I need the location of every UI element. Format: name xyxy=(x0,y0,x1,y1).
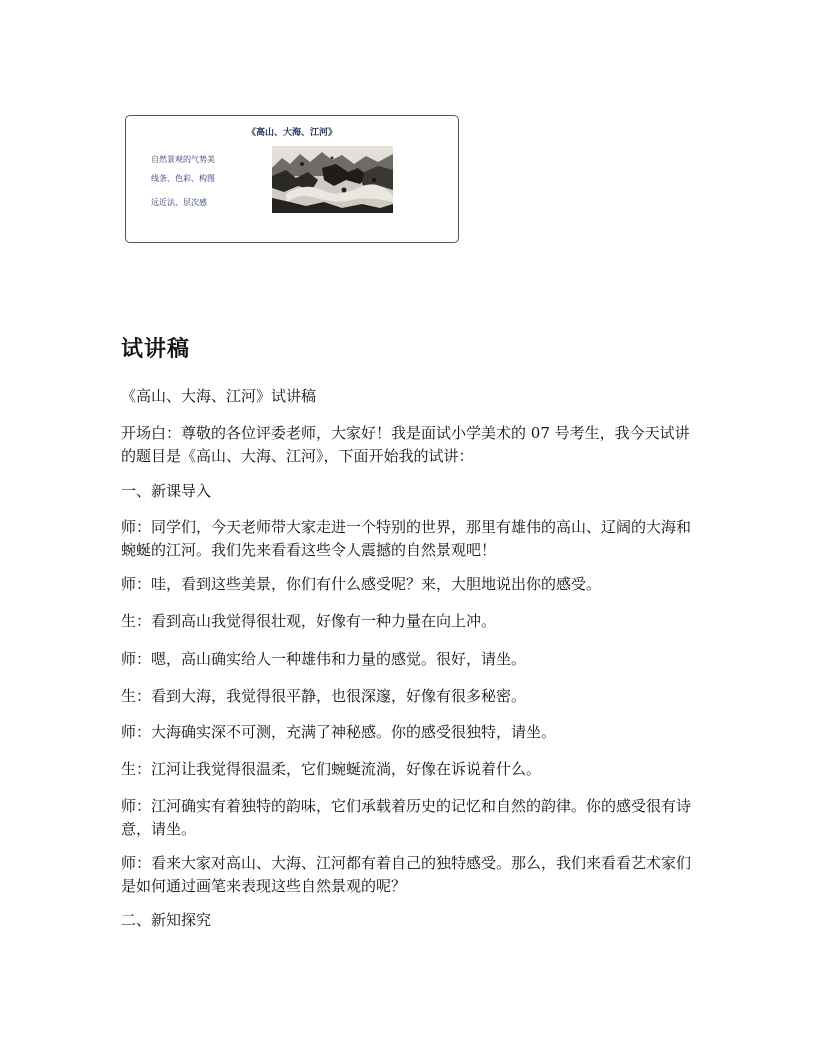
document-heading: 试讲稿 xyxy=(121,337,191,362)
paragraph-dialogue: 生：看到高山我觉得很壮观，好像有一种力量在向上冲。 xyxy=(121,612,497,630)
paragraph-dialogue: 师：嗯，高山确实给人一种雄伟和力量的感觉。很好，请坐。 xyxy=(121,650,527,668)
section-heading-explore: 二、新知探究 xyxy=(121,911,212,929)
paragraph-dialogue: 生：江河让我觉得很温柔，它们蜿蜒流淌，好像在诉说着什么。 xyxy=(121,760,542,778)
paragraph-dialogue: 师：同学们，今天老师带大家走进一个特别的世界，那里有雄伟的高山、辽阔的大海和蜿蜒的江河。我们先来看看这些令人震撼的自然景观吧！ xyxy=(121,518,692,559)
paragraph-opening: 开场白：尊敬的各位评委老师，大家好！我是面试小学美术的 07 号考生，我今天试讲的题目是《高山、大海、江河》，下面开始我的试讲： xyxy=(121,424,690,465)
ink-landscape-painting-image xyxy=(272,146,393,213)
paragraph-dialogue: 师：哇，看到这些美景，你们有什么感受呢？来，大胆地说出你的感受。 xyxy=(121,575,602,593)
slide-preview xyxy=(125,115,459,243)
paragraph-dialogue: 师：江河确实有着独特的韵味，它们承载着历史的记忆和自然的韵律。你的感受很有诗意，请坐。 xyxy=(121,797,692,838)
paragraph-dialogue: 师：看来大家对高山、大海、江河都有着自己的独特感受。那么，我们来看看艺术家们是如何通过画笔来表现这些自然景观的呢？ xyxy=(121,854,692,895)
paragraph-dialogue: 师：大海确实深不可测，充满了神秘感。你的感受很独特，请坐。 xyxy=(121,723,557,741)
slide-point-2: 线条、色彩、构图 xyxy=(151,174,215,183)
slide-point-3: 远近法、层次感 xyxy=(151,198,207,207)
paragraph-dialogue: 生：看到大海，我觉得很平静，也很深邃，好像有很多秘密。 xyxy=(121,687,527,705)
section-heading-intro: 一、新课导入 xyxy=(121,482,212,500)
slide-title: 《高山、大海、江河》 xyxy=(246,128,337,138)
slide-point-1: 自然景观的气势美 xyxy=(151,155,215,164)
paragraph-title: 《高山、大海、江河》试讲稿 xyxy=(121,387,317,405)
